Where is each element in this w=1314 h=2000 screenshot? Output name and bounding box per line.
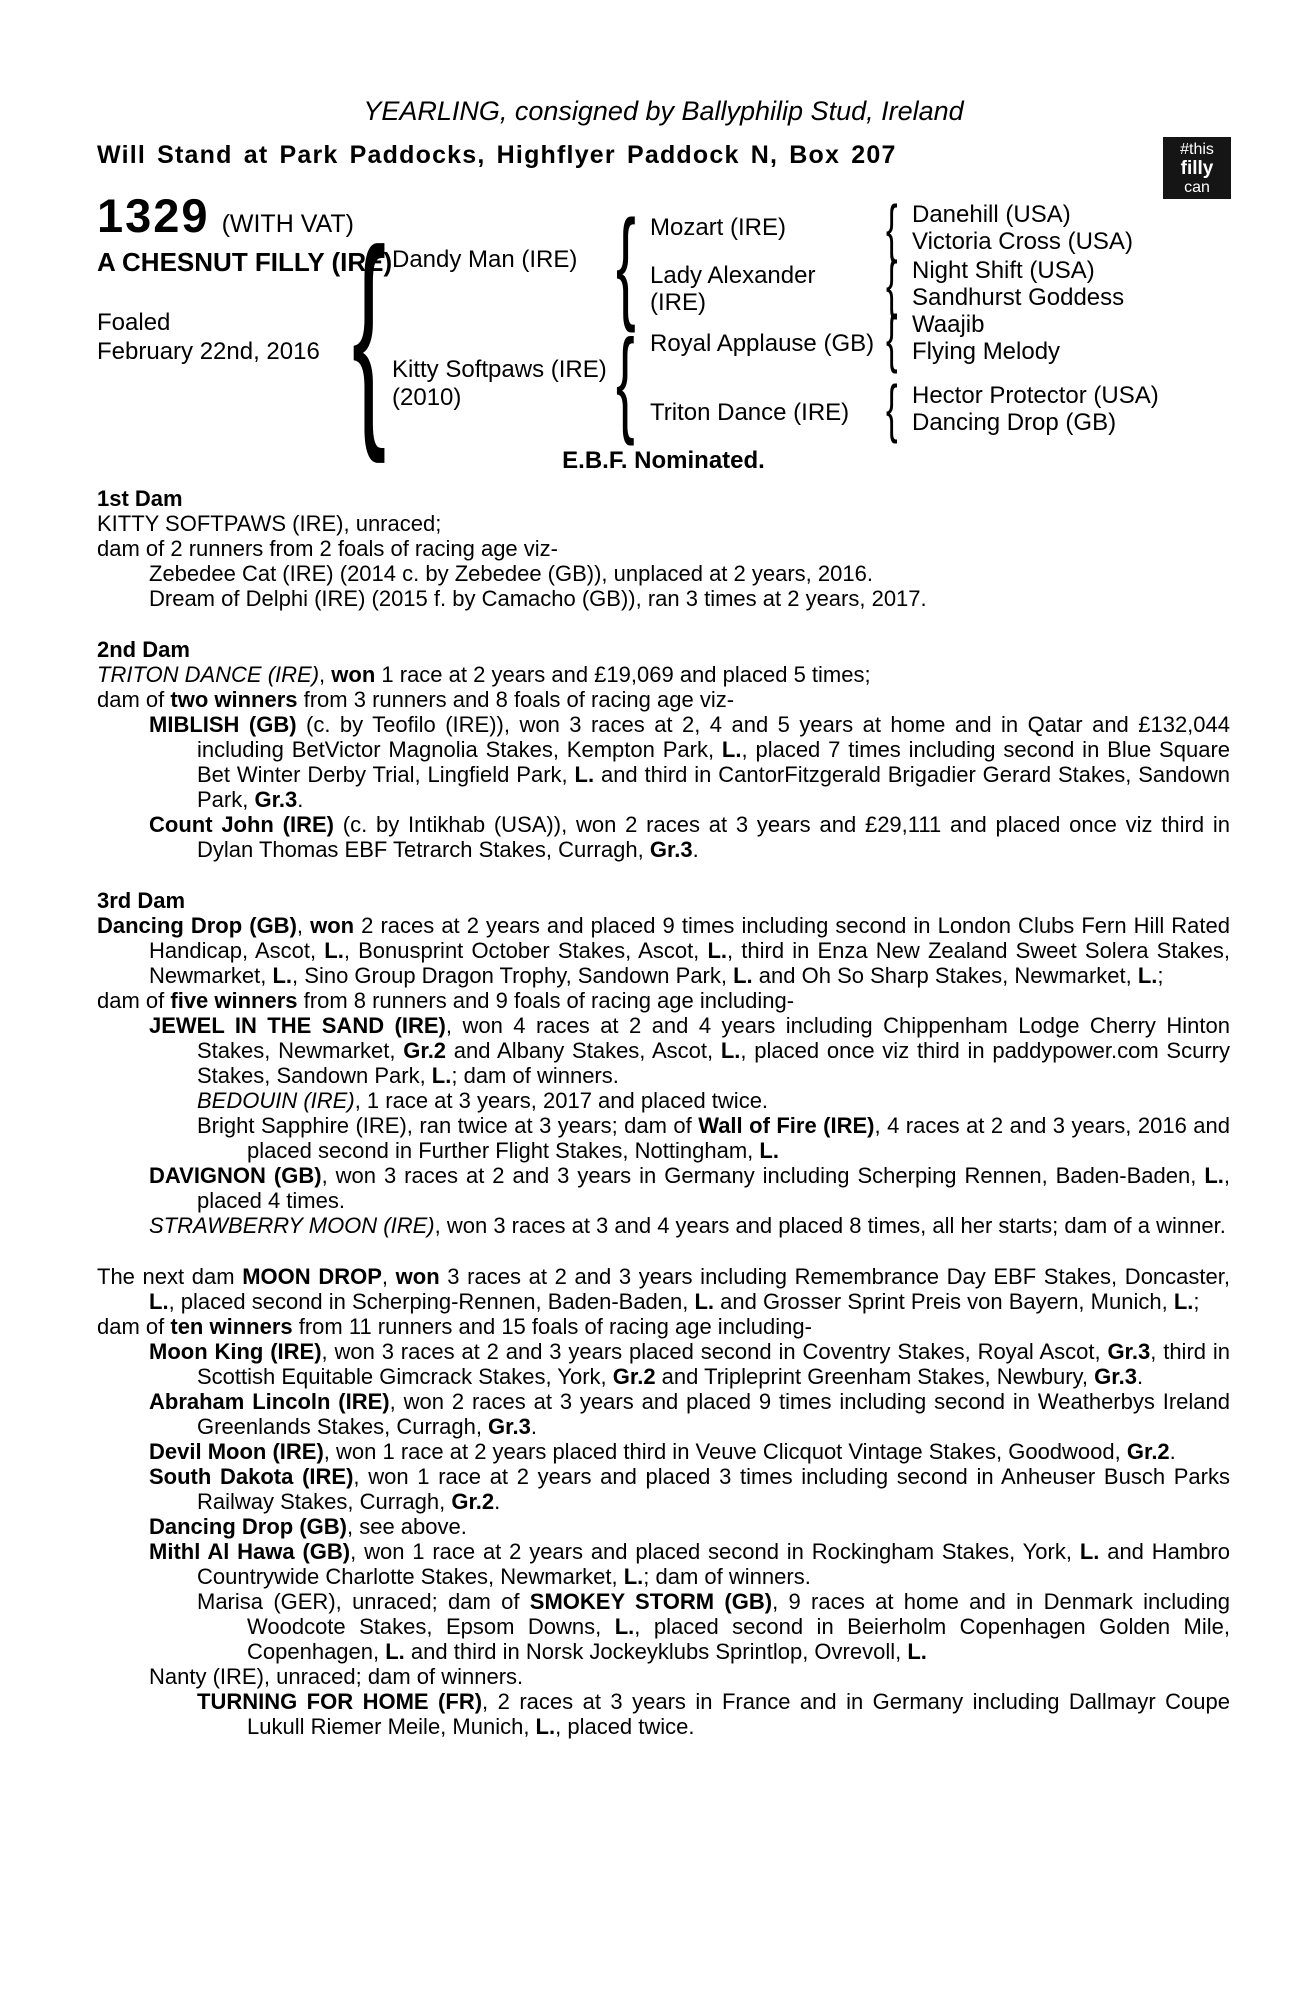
dam-heading: 3rd Dam (97, 888, 186, 913)
pedigree-dam-sire: Royal Applause (GB) (650, 330, 875, 357)
dam-section (97, 888, 1230, 1238)
catalogue-paragraph: The next dam MOON DROP, won 3 races at 2 and 3 years including Remembrance Day EBF Stakes, Doncaster, L., placed second in Scherping-Rennen, Baden-Baden, L. and Grosser Sprint Preis von Bayern, Munich, L.; (97, 1264, 1230, 1314)
stand-location: Will Stand at Park Paddocks, Highflyer Paddock N, Box 207 (97, 141, 897, 169)
lot-number: 1329 (97, 189, 210, 242)
pedigree-sire: Dandy Man (IRE) (392, 246, 578, 273)
catalogue-paragraph: dam of five winners from 8 runners and 9 foals of racing age including- (97, 988, 795, 1013)
catalogue-paragraph: Dancing Drop (GB), won 2 races at 2 years and placed 9 times including second in London Clubs Fern Hill Rated Handicap, Ascot, L., Bonusprint October Stakes, Ascot, L., third in Enza New Zealand Sweet Solera Stakes, Newmarket, L., Sino Group Dragon Trophy, Sandown Park, L. and Oh So Sharp Stakes, Newmarket, L.; (97, 913, 1231, 988)
pedigree-gen3-name: Waajib (912, 311, 985, 338)
consignor-title: YEARLING, consigned by Ballyphilip Stud, Ireland (363, 96, 964, 126)
pedigree-sire-sire: Mozart (IRE) (650, 214, 787, 241)
catalogue-paragraph: TRITON DANCE (IRE), won 1 race at 2 years and £19,069 and placed 5 times; (97, 662, 871, 687)
horse-name: A CHESNUT FILLY (IRE) (97, 247, 393, 277)
lot-header (97, 188, 354, 243)
badge-line-3: can (1184, 179, 1210, 196)
catalogue-paragraph: dam of ten winners from 11 runners and 15 foals of racing age including- (97, 1314, 812, 1339)
dam-heading: 2nd Dam (97, 637, 190, 662)
catalogue-paragraph: Moon King (IRE), won 3 races at 2 and 3 years placed second in Coventry Stakes, Royal Ascot, Gr.3, third in Scottish Equitable Gimcrack Stakes, York, Gr.2 and Tripleprint Greenham Stakes, Newbury, Gr.3. (149, 1339, 1230, 1389)
catalogue-paragraph: KITTY SOFTPAWS (IRE), unraced; (97, 511, 442, 536)
foaled-date: February 22nd, 2016 (97, 338, 320, 365)
pedigree-gen3-name: Victoria Cross (USA) (912, 228, 1133, 255)
foaled-label: Foaled (97, 309, 171, 336)
catalogue-paragraph: TURNING FOR HOME (FR), 2 races at 3 years in France and in Germany including Dallmayr Coupe Lukull Riemer Meile, Munich, L., placed twice. (197, 1689, 1231, 1739)
dam-section (97, 1264, 1230, 1739)
brace-gen3-1-icon: { (886, 192, 898, 265)
pedigree-gen3-name: Hector Protector (USA) (912, 382, 1159, 409)
pedigree-gen3-name: Sandhurst Goddess (912, 284, 1125, 311)
catalogue-paragraph: STRAWBERRY MOON (IRE), won 3 races at 3 and 4 years and placed 8 times, all her starts; dam of a winner. (149, 1213, 1226, 1238)
dam-heading: 1st Dam (97, 486, 183, 511)
catalogue-paragraph: Marisa (GER), unraced; dam of SMOKEY STORM (GB), 9 races at home and in Denmark including Woodcote Stakes, Epsom Downs, L., placed second in Beierholm Copenhagen Golden Mile, Copenhagen, L. and third in Norsk Jockeyklubs Sprintlop, Ovrevoll, L. (197, 1589, 1231, 1664)
ebf-note: E.B.F. Nominated. (562, 447, 765, 474)
catalogue-paragraph: DAVIGNON (GB), won 3 races at 2 and 3 years in Germany including Scherping Rennen, Baden-Baden, L., placed 4 times. (149, 1163, 1230, 1213)
pedigree-dam-name: Kitty Softpaws (IRE) (392, 356, 607, 383)
catalogue-paragraph: Mithl Al Hawa (GB), won 1 race at 2 years and placed second in Rockingham Stakes, York, L. and Hambro Countrywide Charlotte Stakes, Newmarket, L.; dam of winners. (149, 1539, 1230, 1589)
catalogue-paragraph: JEWEL IN THE SAND (IRE), won 4 races at 2 and 4 years including Chippenham Lodge Cherry Hinton Stakes, Newmarket, Gr.2 and Albany Stakes, Ascot, L., placed once viz third in paddypower.com Scurry Stakes, Sandown Park, L.; dam of winners. (149, 1013, 1230, 1088)
pedigree-gen3-name: Dancing Drop (GB) (912, 409, 1117, 436)
pedigree-gen3-name: Flying Melody (912, 338, 1061, 365)
catalogue-paragraph: dam of 2 runners from 2 foals of racing age viz- (97, 536, 558, 561)
brace-gen3-3-icon: { (886, 302, 898, 375)
catalogue-paragraph: Bright Sapphire (IRE), ran twice at 3 years; dam of Wall of Fire (IRE), 4 races at 2 and 3 years, 2016 and placed second in Further Flight Stakes, Nottingham, L. (197, 1113, 1230, 1163)
dam-section (97, 486, 1230, 611)
brace-gen3-4-icon: { (886, 372, 898, 445)
dam-section (97, 637, 1230, 862)
pedigree-dam-year: (2010) (392, 384, 462, 411)
pedigree-gen3-name: Danehill (USA) (912, 201, 1071, 228)
hashtag-badge (1163, 137, 1231, 199)
badge-line-1: #this (1180, 141, 1214, 158)
pedigree-dam (392, 356, 607, 412)
pedigree-sire-dam: Lady Alexander (IRE) (650, 262, 816, 316)
brace-gen3-2-icon: { (886, 248, 898, 321)
brace-sire-icon: { (616, 193, 636, 334)
catalogue-paragraph: Abraham Lincoln (IRE), won 2 races at 3 years and placed 9 times including second in Weatherbys Ireland Greenlands Stakes, Curragh, Gr.3. (149, 1389, 1230, 1439)
catalogue-paragraph: Dream of Delphi (IRE) (2015 f. by Camacho (GB)), ran 3 times at 2 years, 2017. (149, 586, 927, 611)
catalogue-paragraph: South Dakota (IRE), won 1 race at 2 years and placed 3 times including second in Anheuser Busch Parks Railway Stakes, Curragh, Gr.2. (149, 1464, 1230, 1514)
catalogue-paragraph: MIBLISH (GB) (c. by Teofilo (IRE)), won 3 races at 2, 4 and 5 years at home and in Qatar and £132,044 including BetVictor Magnolia Stakes, Kempton Park, L., placed 7 times including second in Blue Square Bet Winter Derby Trial, Lingfield Park, L. and third in CantorFitzgerald Brigadier Gerard Stakes, Sandown Park, Gr.3. (149, 712, 1230, 812)
brace-dam-icon: { (616, 315, 635, 447)
catalogue-paragraph: Dancing Drop (GB), see above. (149, 1514, 467, 1539)
badge-line-2: filly (1180, 158, 1214, 179)
pedigree-gen3-name: Night Shift (USA) (912, 257, 1095, 284)
catalogue-paragraph: Devil Moon (IRE), won 1 race at 2 years placed third in Veuve Clicquot Vintage Stakes, Goodwood, Gr.2. (149, 1439, 1176, 1464)
vat-note: (WITH VAT) (221, 210, 354, 238)
catalogue-paragraph: Zebedee Cat (IRE) (2014 c. by Zebedee (GB)), unplaced at 2 years, 2016. (149, 561, 873, 586)
brace-main-icon: { (352, 201, 387, 465)
catalogue-paragraph: Nanty (IRE), unraced; dam of winners. (149, 1664, 524, 1689)
catalogue-paragraph: dam of two winners from 3 runners and 8 foals of racing age viz- (97, 687, 735, 712)
dam-sections (97, 486, 1230, 1765)
catalogue-paragraph: Count John (IRE) (c. by Intikhab (USA)), won 2 races at 3 years and £29,111 and placed once viz third in Dylan Thomas EBF Tetrarch Stakes, Curragh, Gr.3. (149, 812, 1230, 862)
pedigree-dam-dam: Triton Dance (IRE) (650, 399, 850, 426)
catalogue-paragraph: BEDOUIN (IRE), 1 race at 3 years, 2017 and placed twice. (197, 1088, 769, 1113)
